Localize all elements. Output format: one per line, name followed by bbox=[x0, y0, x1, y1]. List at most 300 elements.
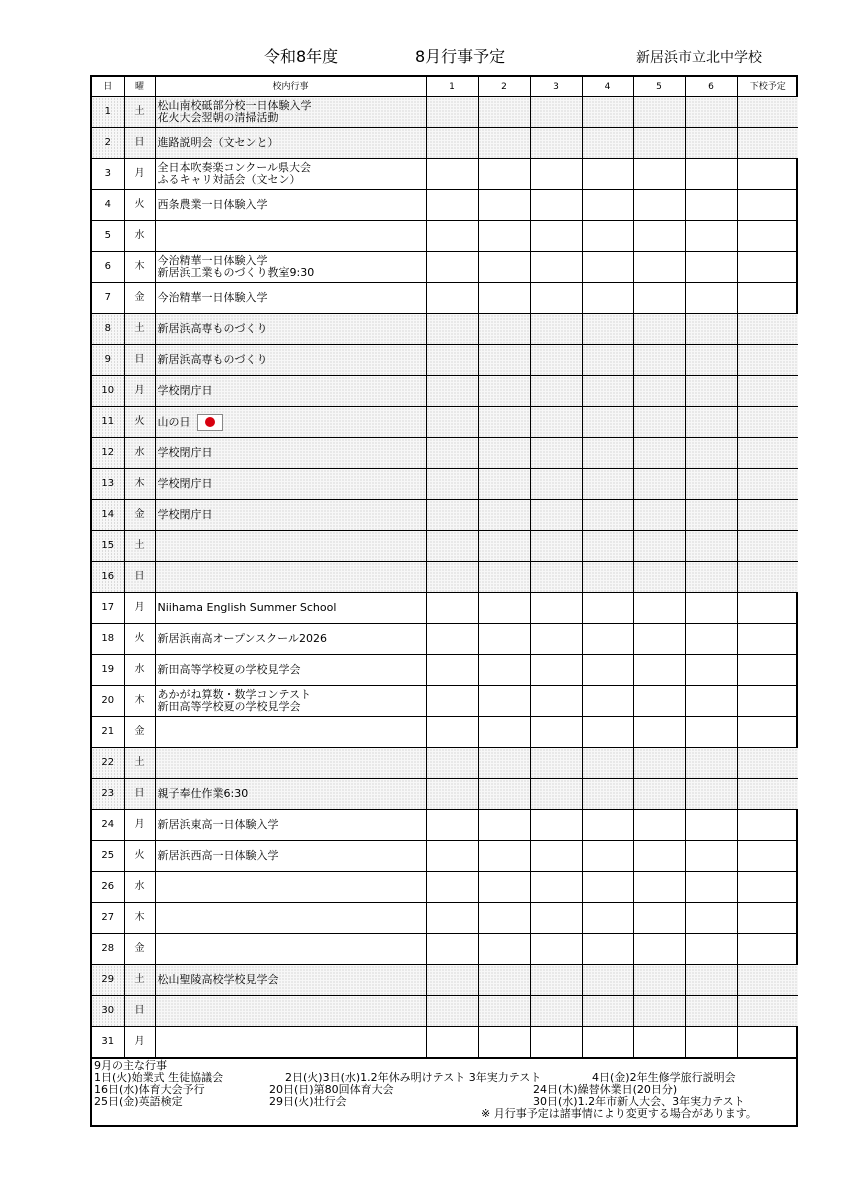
grade-6-cell[interactable] bbox=[685, 345, 737, 376]
dismissal-cell[interactable] bbox=[737, 810, 798, 841]
col-grade-3: 3 bbox=[530, 77, 582, 97]
grade-5-cell[interactable] bbox=[633, 748, 685, 779]
events-cell bbox=[155, 903, 426, 934]
event-text: Niihama English Summer School bbox=[157, 601, 337, 614]
grade-1-cell[interactable] bbox=[426, 500, 478, 531]
dismissal-cell[interactable] bbox=[737, 500, 798, 531]
dismissal-cell[interactable] bbox=[737, 841, 798, 872]
grade-3-cell[interactable] bbox=[530, 314, 582, 345]
grade-1-cell[interactable] bbox=[426, 128, 478, 159]
grade-4-cell[interactable] bbox=[582, 1027, 633, 1058]
grade-6-cell[interactable] bbox=[685, 934, 737, 965]
footer-line: 2日(火)3日(水)1.2年休み明けテスト 3年実力テスト bbox=[285, 1071, 542, 1084]
grade-5-cell[interactable] bbox=[633, 283, 685, 314]
grade-5-cell[interactable] bbox=[633, 345, 685, 376]
day-cell: 7 bbox=[92, 283, 124, 314]
day-cell: 31 bbox=[92, 1027, 124, 1058]
weekday-cell: 水 bbox=[124, 872, 155, 903]
grade-3-cell[interactable] bbox=[530, 345, 582, 376]
grade-2-cell[interactable] bbox=[478, 97, 530, 128]
grade-6-cell[interactable] bbox=[685, 903, 737, 934]
grade-3-cell[interactable] bbox=[530, 531, 582, 562]
grade-6-cell[interactable] bbox=[685, 221, 737, 252]
events-cell bbox=[155, 314, 426, 345]
grade-5-cell[interactable] bbox=[633, 376, 685, 407]
grade-1-cell[interactable] bbox=[426, 407, 478, 438]
day-cell: 6 bbox=[92, 252, 124, 283]
grade-5-cell[interactable] bbox=[633, 717, 685, 748]
grade-6-cell[interactable] bbox=[685, 779, 737, 810]
grade-6-cell[interactable] bbox=[685, 128, 737, 159]
grade-5-cell[interactable] bbox=[633, 221, 685, 252]
weekday-cell: 水 bbox=[124, 655, 155, 686]
grade-1-cell[interactable] bbox=[426, 779, 478, 810]
day-cell: 29 bbox=[92, 965, 124, 996]
grade-1-cell[interactable] bbox=[426, 1027, 478, 1058]
grade-2-cell[interactable] bbox=[478, 965, 530, 996]
dismissal-cell[interactable] bbox=[737, 221, 798, 252]
grade-5-cell[interactable] bbox=[633, 903, 685, 934]
grade-6-cell[interactable] bbox=[685, 407, 737, 438]
table-row bbox=[92, 562, 798, 593]
grade-6-cell[interactable] bbox=[685, 97, 737, 128]
table-row bbox=[92, 128, 798, 159]
grade-6-cell[interactable] bbox=[685, 841, 737, 872]
table-row bbox=[92, 593, 798, 624]
grade-1-cell[interactable] bbox=[426, 438, 478, 469]
grade-5-cell[interactable] bbox=[633, 686, 685, 717]
grade-2-cell[interactable] bbox=[478, 345, 530, 376]
grade-1-cell[interactable] bbox=[426, 283, 478, 314]
grade-6-cell[interactable] bbox=[685, 562, 737, 593]
grade-6-cell[interactable] bbox=[685, 252, 737, 283]
grade-2-cell[interactable] bbox=[478, 779, 530, 810]
grade-4-cell[interactable] bbox=[582, 97, 633, 128]
dismissal-cell[interactable] bbox=[737, 965, 798, 996]
dismissal-cell[interactable] bbox=[737, 779, 798, 810]
grade-2-cell[interactable] bbox=[478, 841, 530, 872]
grade-4-cell[interactable] bbox=[582, 252, 633, 283]
events-cell bbox=[155, 252, 426, 283]
day-cell: 26 bbox=[92, 872, 124, 903]
grade-2-cell[interactable] bbox=[478, 748, 530, 779]
grade-4-cell[interactable] bbox=[582, 314, 633, 345]
grade-3-cell[interactable] bbox=[530, 996, 582, 1027]
events-cell bbox=[155, 407, 426, 438]
grade-4-cell[interactable] bbox=[582, 841, 633, 872]
dismissal-cell[interactable] bbox=[737, 283, 798, 314]
grade-4-cell[interactable] bbox=[582, 934, 633, 965]
grade-2-cell[interactable] bbox=[478, 531, 530, 562]
grade-1-cell[interactable] bbox=[426, 965, 478, 996]
col-grade-6: 6 bbox=[685, 77, 737, 97]
grade-3-cell[interactable] bbox=[530, 593, 582, 624]
events-cell bbox=[155, 996, 426, 1027]
event-text: 新居浜高専ものづくり bbox=[157, 322, 268, 335]
grade-2-cell[interactable] bbox=[478, 562, 530, 593]
dismissal-cell[interactable] bbox=[737, 407, 798, 438]
grade-6-cell[interactable] bbox=[685, 314, 737, 345]
table-row bbox=[92, 686, 798, 717]
grade-2-cell[interactable] bbox=[478, 500, 530, 531]
dismissal-cell[interactable] bbox=[737, 562, 798, 593]
grade-2-cell[interactable] bbox=[478, 469, 530, 500]
grade-6-cell[interactable] bbox=[685, 438, 737, 469]
grade-6-cell[interactable] bbox=[685, 872, 737, 903]
event-text: 親子奉仕作業6:30 bbox=[157, 787, 249, 800]
grade-3-cell[interactable] bbox=[530, 128, 582, 159]
events-cell bbox=[155, 748, 426, 779]
grade-4-cell[interactable] bbox=[582, 283, 633, 314]
dismissal-cell[interactable] bbox=[737, 593, 798, 624]
dismissal-cell[interactable] bbox=[737, 159, 798, 190]
grade-3-cell[interactable] bbox=[530, 500, 582, 531]
grade-3-cell[interactable] bbox=[530, 810, 582, 841]
grade-5-cell[interactable] bbox=[633, 810, 685, 841]
grade-3-cell[interactable] bbox=[530, 1027, 582, 1058]
grade-5-cell[interactable] bbox=[633, 841, 685, 872]
grade-6-cell[interactable] bbox=[685, 624, 737, 655]
weekday-cell: 日 bbox=[124, 779, 155, 810]
day-cell: 27 bbox=[92, 903, 124, 934]
grade-4-cell[interactable] bbox=[582, 407, 633, 438]
grade-1-cell[interactable] bbox=[426, 748, 478, 779]
day-cell: 23 bbox=[92, 779, 124, 810]
grade-4-cell[interactable] bbox=[582, 221, 633, 252]
grade-2-cell[interactable] bbox=[478, 376, 530, 407]
grade-6-cell[interactable] bbox=[685, 996, 737, 1027]
dismissal-cell[interactable] bbox=[737, 748, 798, 779]
table-row bbox=[92, 1027, 798, 1058]
dismissal-cell[interactable] bbox=[737, 624, 798, 655]
grade-2-cell[interactable] bbox=[478, 407, 530, 438]
weekday-cell: 土 bbox=[124, 748, 155, 779]
grade-6-cell[interactable] bbox=[685, 748, 737, 779]
table-row bbox=[92, 624, 798, 655]
dismissal-cell[interactable] bbox=[737, 438, 798, 469]
event-text: 全日本吹奏楽コンクール県大会 bbox=[157, 161, 312, 174]
grade-6-cell[interactable] bbox=[685, 717, 737, 748]
day-cell: 13 bbox=[92, 469, 124, 500]
day-cell: 28 bbox=[92, 934, 124, 965]
grade-3-cell[interactable] bbox=[530, 562, 582, 593]
grade-5-cell[interactable] bbox=[633, 1027, 685, 1058]
grade-4-cell[interactable] bbox=[582, 500, 633, 531]
grade-5-cell[interactable] bbox=[633, 593, 685, 624]
grade-4-cell[interactable] bbox=[582, 779, 633, 810]
grade-4-cell[interactable] bbox=[582, 593, 633, 624]
grade-2-cell[interactable] bbox=[478, 624, 530, 655]
grade-1-cell[interactable] bbox=[426, 376, 478, 407]
grade-6-cell[interactable] bbox=[685, 190, 737, 221]
events-cell bbox=[155, 686, 426, 717]
grade-3-cell[interactable] bbox=[530, 779, 582, 810]
day-cell: 17 bbox=[92, 593, 124, 624]
day-cell: 2 bbox=[92, 128, 124, 159]
col-events: 校内行事 bbox=[155, 77, 426, 97]
grade-6-cell[interactable] bbox=[685, 469, 737, 500]
grade-5-cell[interactable] bbox=[633, 965, 685, 996]
grade-3-cell[interactable] bbox=[530, 965, 582, 996]
september-events bbox=[92, 1057, 796, 1125]
grade-1-cell[interactable] bbox=[426, 159, 478, 190]
grade-1-cell[interactable] bbox=[426, 345, 478, 376]
events-cell bbox=[155, 810, 426, 841]
col-dismissal: 下校予定 bbox=[737, 77, 798, 97]
footer-note: ※ 月行事予定は諸事情により変更する場合があります。 bbox=[481, 1107, 757, 1120]
dismissal-cell[interactable] bbox=[737, 376, 798, 407]
footer-line: 25日(金)英語検定 bbox=[94, 1095, 183, 1108]
grade-2-cell[interactable] bbox=[478, 159, 530, 190]
grade-2-cell[interactable] bbox=[478, 903, 530, 934]
grade-5-cell[interactable] bbox=[633, 97, 685, 128]
grade-2-cell[interactable] bbox=[478, 283, 530, 314]
grade-1-cell[interactable] bbox=[426, 252, 478, 283]
grade-5-cell[interactable] bbox=[633, 934, 685, 965]
grade-4-cell[interactable] bbox=[582, 810, 633, 841]
grade-4-cell[interactable] bbox=[582, 562, 633, 593]
grade-3-cell[interactable] bbox=[530, 655, 582, 686]
dismissal-cell[interactable] bbox=[737, 97, 798, 128]
grade-4-cell[interactable] bbox=[582, 531, 633, 562]
grade-2-cell[interactable] bbox=[478, 872, 530, 903]
grade-5-cell[interactable] bbox=[633, 624, 685, 655]
grade-3-cell[interactable] bbox=[530, 283, 582, 314]
grade-1-cell[interactable] bbox=[426, 717, 478, 748]
day-cell: 30 bbox=[92, 996, 124, 1027]
grade-5-cell[interactable] bbox=[633, 438, 685, 469]
event-text: 松山聖陵高校学校見学会 bbox=[157, 973, 279, 986]
grade-1-cell[interactable] bbox=[426, 97, 478, 128]
event-text: 新居浜南高オープンスクール2026 bbox=[157, 632, 327, 645]
events-cell bbox=[155, 624, 426, 655]
grade-1-cell[interactable] bbox=[426, 872, 478, 903]
grade-6-cell[interactable] bbox=[685, 500, 737, 531]
event-text: 山の日 bbox=[157, 415, 191, 428]
event-text: ふるキャリ対話会（文セン） bbox=[157, 173, 301, 186]
dismissal-cell[interactable] bbox=[737, 252, 798, 283]
event-text: 西条農業一日体験入学 bbox=[157, 198, 268, 211]
grade-4-cell[interactable] bbox=[582, 376, 633, 407]
grade-1-cell[interactable] bbox=[426, 531, 478, 562]
grade-5-cell[interactable] bbox=[633, 779, 685, 810]
dismissal-cell[interactable] bbox=[737, 314, 798, 345]
weekday-cell: 水 bbox=[124, 438, 155, 469]
grade-1-cell[interactable] bbox=[426, 624, 478, 655]
grade-5-cell[interactable] bbox=[633, 872, 685, 903]
grade-3-cell[interactable] bbox=[530, 903, 582, 934]
table-row bbox=[92, 314, 798, 345]
grade-1-cell[interactable] bbox=[426, 314, 478, 345]
grade-2-cell[interactable] bbox=[478, 934, 530, 965]
weekday-cell: 土 bbox=[124, 965, 155, 996]
day-cell: 4 bbox=[92, 190, 124, 221]
grade-3-cell[interactable] bbox=[530, 438, 582, 469]
grade-5-cell[interactable] bbox=[633, 128, 685, 159]
grade-2-cell[interactable] bbox=[478, 593, 530, 624]
footer-line: 1日(火)始業式 生徒協議会 bbox=[94, 1071, 224, 1084]
grade-1-cell[interactable] bbox=[426, 841, 478, 872]
grade-5-cell[interactable] bbox=[633, 252, 685, 283]
table-row bbox=[92, 655, 798, 686]
grade-2-cell[interactable] bbox=[478, 438, 530, 469]
events-cell bbox=[155, 438, 426, 469]
dismissal-cell[interactable] bbox=[737, 128, 798, 159]
grade-5-cell[interactable] bbox=[633, 562, 685, 593]
dismissal-cell[interactable] bbox=[737, 531, 798, 562]
grade-5-cell[interactable] bbox=[633, 655, 685, 686]
grade-3-cell[interactable] bbox=[530, 748, 582, 779]
day-cell: 19 bbox=[92, 655, 124, 686]
grade-1-cell[interactable] bbox=[426, 221, 478, 252]
grade-1-cell[interactable] bbox=[426, 469, 478, 500]
grade-6-cell[interactable] bbox=[685, 376, 737, 407]
grade-4-cell[interactable] bbox=[582, 159, 633, 190]
weekday-cell: 日 bbox=[124, 345, 155, 376]
day-cell: 5 bbox=[92, 221, 124, 252]
dismissal-cell[interactable] bbox=[737, 190, 798, 221]
dismissal-cell[interactable] bbox=[737, 717, 798, 748]
dismissal-cell[interactable] bbox=[737, 469, 798, 500]
weekday-cell: 日 bbox=[124, 128, 155, 159]
grade-6-cell[interactable] bbox=[685, 283, 737, 314]
grade-3-cell[interactable] bbox=[530, 252, 582, 283]
weekday-cell: 木 bbox=[124, 469, 155, 500]
grade-6-cell[interactable] bbox=[685, 531, 737, 562]
day-cell: 18 bbox=[92, 624, 124, 655]
table-row bbox=[92, 996, 798, 1027]
grade-3-cell[interactable] bbox=[530, 376, 582, 407]
grade-2-cell[interactable] bbox=[478, 686, 530, 717]
events-cell bbox=[155, 965, 426, 996]
dismissal-cell[interactable] bbox=[737, 903, 798, 934]
events-cell bbox=[155, 469, 426, 500]
grade-1-cell[interactable] bbox=[426, 686, 478, 717]
grade-4-cell[interactable] bbox=[582, 965, 633, 996]
grade-2-cell[interactable] bbox=[478, 996, 530, 1027]
grade-6-cell[interactable] bbox=[685, 965, 737, 996]
grade-6-cell[interactable] bbox=[685, 159, 737, 190]
grade-5-cell[interactable] bbox=[633, 531, 685, 562]
table-row bbox=[92, 934, 798, 965]
table-row bbox=[92, 376, 798, 407]
grade-3-cell[interactable] bbox=[530, 221, 582, 252]
table-row bbox=[92, 345, 798, 376]
events-cell bbox=[155, 1027, 426, 1058]
grade-3-cell[interactable] bbox=[530, 407, 582, 438]
day-cell: 10 bbox=[92, 376, 124, 407]
grade-1-cell[interactable] bbox=[426, 934, 478, 965]
grade-1-cell[interactable] bbox=[426, 810, 478, 841]
grade-5-cell[interactable] bbox=[633, 314, 685, 345]
dismissal-cell[interactable] bbox=[737, 1027, 798, 1058]
grade-5-cell[interactable] bbox=[633, 469, 685, 500]
table-row bbox=[92, 500, 798, 531]
grade-6-cell[interactable] bbox=[685, 1027, 737, 1058]
grade-6-cell[interactable] bbox=[685, 593, 737, 624]
events-cell bbox=[155, 717, 426, 748]
grade-3-cell[interactable] bbox=[530, 97, 582, 128]
event-text: 学校閉庁日 bbox=[157, 508, 213, 521]
grade-5-cell[interactable] bbox=[633, 407, 685, 438]
grade-2-cell[interactable] bbox=[478, 128, 530, 159]
grade-4-cell[interactable] bbox=[582, 996, 633, 1027]
grade-3-cell[interactable] bbox=[530, 841, 582, 872]
grade-3-cell[interactable] bbox=[530, 872, 582, 903]
table-row bbox=[92, 965, 798, 996]
grade-2-cell[interactable] bbox=[478, 1027, 530, 1058]
grade-5-cell[interactable] bbox=[633, 159, 685, 190]
grade-4-cell[interactable] bbox=[582, 655, 633, 686]
weekday-cell: 日 bbox=[124, 996, 155, 1027]
grade-1-cell[interactable] bbox=[426, 903, 478, 934]
grade-2-cell[interactable] bbox=[478, 221, 530, 252]
event-text: 新居浜西高一日体験入学 bbox=[157, 849, 279, 862]
weekday-cell: 月 bbox=[124, 376, 155, 407]
dismissal-cell[interactable] bbox=[737, 345, 798, 376]
grade-3-cell[interactable] bbox=[530, 469, 582, 500]
grade-2-cell[interactable] bbox=[478, 655, 530, 686]
grade-4-cell[interactable] bbox=[582, 190, 633, 221]
grade-3-cell[interactable] bbox=[530, 934, 582, 965]
grade-1-cell[interactable] bbox=[426, 562, 478, 593]
grade-4-cell[interactable] bbox=[582, 128, 633, 159]
grade-3-cell[interactable] bbox=[530, 624, 582, 655]
grade-5-cell[interactable] bbox=[633, 996, 685, 1027]
grade-2-cell[interactable] bbox=[478, 314, 530, 345]
event-text: あかがね算数・数学コンテスト bbox=[157, 688, 312, 701]
grade-4-cell[interactable] bbox=[582, 748, 633, 779]
grade-4-cell[interactable] bbox=[582, 624, 633, 655]
grade-4-cell[interactable] bbox=[582, 903, 633, 934]
dismissal-cell[interactable] bbox=[737, 934, 798, 965]
grade-2-cell[interactable] bbox=[478, 190, 530, 221]
grade-2-cell[interactable] bbox=[478, 252, 530, 283]
table-row bbox=[92, 810, 798, 841]
grade-4-cell[interactable] bbox=[582, 686, 633, 717]
grade-3-cell[interactable] bbox=[530, 717, 582, 748]
grade-6-cell[interactable] bbox=[685, 686, 737, 717]
grade-4-cell[interactable] bbox=[582, 469, 633, 500]
table-row bbox=[92, 438, 798, 469]
grade-2-cell[interactable] bbox=[478, 717, 530, 748]
grade-1-cell[interactable] bbox=[426, 996, 478, 1027]
grade-5-cell[interactable] bbox=[633, 190, 685, 221]
grade-1-cell[interactable] bbox=[426, 190, 478, 221]
dismissal-cell[interactable] bbox=[737, 996, 798, 1027]
day-cell: 20 bbox=[92, 686, 124, 717]
grade-2-cell[interactable] bbox=[478, 810, 530, 841]
grade-6-cell[interactable] bbox=[685, 810, 737, 841]
grade-3-cell[interactable] bbox=[530, 686, 582, 717]
dismissal-cell[interactable] bbox=[737, 872, 798, 903]
grade-4-cell[interactable] bbox=[582, 345, 633, 376]
weekday-cell: 土 bbox=[124, 97, 155, 128]
dismissal-cell[interactable] bbox=[737, 686, 798, 717]
grade-4-cell[interactable] bbox=[582, 438, 633, 469]
grade-4-cell[interactable] bbox=[582, 872, 633, 903]
day-cell: 24 bbox=[92, 810, 124, 841]
grade-1-cell[interactable] bbox=[426, 593, 478, 624]
grade-5-cell[interactable] bbox=[633, 500, 685, 531]
grade-6-cell[interactable] bbox=[685, 655, 737, 686]
grade-3-cell[interactable] bbox=[530, 190, 582, 221]
grade-3-cell[interactable] bbox=[530, 159, 582, 190]
weekday-cell: 日 bbox=[124, 562, 155, 593]
grade-4-cell[interactable] bbox=[582, 717, 633, 748]
grade-1-cell[interactable] bbox=[426, 655, 478, 686]
dismissal-cell[interactable] bbox=[737, 655, 798, 686]
